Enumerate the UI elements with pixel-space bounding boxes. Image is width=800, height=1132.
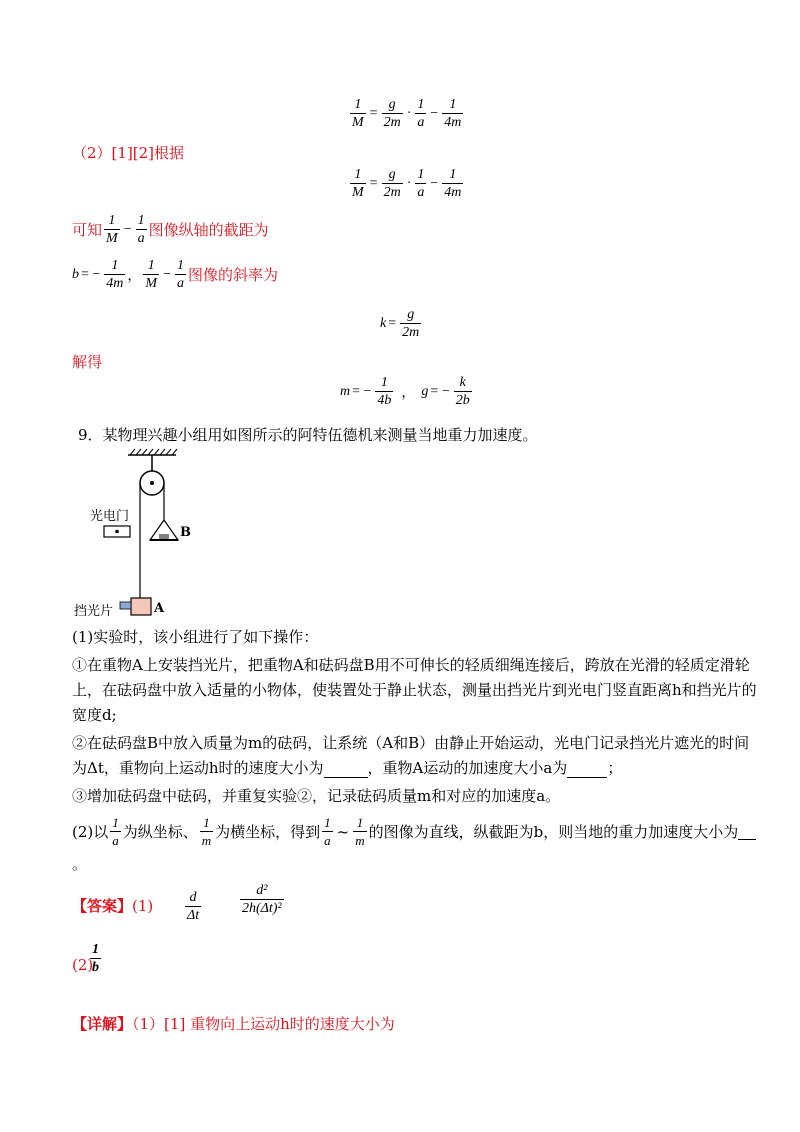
equals-minus: = −: [81, 266, 101, 282]
detail-row: [72, 1014, 395, 1034]
answer-velocity: [183, 889, 203, 924]
denominator: Δt: [187, 908, 200, 923]
numerator: 1: [417, 97, 425, 112]
step2-text-a: 为Δt，重物向上运动h时的速度大小为: [72, 759, 324, 777]
numerator: 1: [380, 375, 388, 390]
denominator: a: [324, 833, 331, 848]
q9-step1-line3: 宽度d;: [72, 706, 117, 724]
step2-text-b: ，重物A运动的加速度大小a为: [367, 759, 568, 777]
shutter-label: 挡光片: [74, 604, 114, 619]
equals-sign: =: [369, 175, 378, 191]
step2-text-c: ；: [607, 759, 623, 777]
numerator: 1: [324, 815, 331, 830]
pan-label-b: B: [180, 525, 191, 540]
denominator: 4m: [106, 276, 124, 291]
minus-sign: −: [430, 105, 439, 121]
weight-label-a: A: [154, 601, 165, 616]
weight-a: [131, 598, 151, 615]
numerator: 1: [354, 167, 362, 182]
equals-sign: =: [388, 315, 397, 331]
numerator: g: [407, 307, 415, 322]
denominator: M: [106, 231, 118, 246]
equation-second: [348, 166, 465, 201]
intercept-prefix: 可知: [72, 220, 103, 239]
denominator: M: [352, 185, 364, 200]
denominator: a: [137, 231, 145, 246]
answer-part1: (1): [132, 897, 154, 915]
numerator: 1: [108, 213, 116, 228]
ceiling-hatch: [130, 449, 177, 455]
q9-part2: [72, 814, 756, 849]
denominator: a: [177, 276, 184, 291]
q9-stem: 9．某物理兴趣小组用如图所示的阿特伍德机来测量当地重力加速度。: [78, 426, 538, 444]
equals-sign: =: [369, 105, 378, 121]
denominator: 2m: [402, 325, 420, 340]
denominator: 2m: [383, 185, 401, 200]
numerator: 1: [449, 167, 457, 182]
comma: ，: [401, 385, 416, 401]
slope-suffix: 图像的斜率为: [188, 265, 279, 284]
q9-step3: ③增加砝码盘中砝码，并重复实验②，记录砝码质量m和对应的加速度a。: [72, 787, 561, 805]
numerator: 1: [112, 815, 119, 830]
slope-line: [72, 257, 278, 292]
denominator: 2b: [455, 393, 470, 408]
shutter: [120, 602, 131, 609]
numerator: g: [388, 167, 396, 182]
variable-k: k: [380, 315, 387, 331]
intercept-suffix: 图像纵轴的截距为: [148, 220, 269, 239]
q9-step2-line2: [72, 758, 622, 778]
numerator: 1: [137, 213, 145, 228]
answer-acceleration: [238, 882, 286, 917]
variable-m: m: [340, 383, 351, 399]
part2-intro: （2）[1][2]根据: [72, 144, 185, 162]
q9-step1-line1: ①在重物A上安装挡光片，把重物A和砝码盘B用不可伸长的轻质细绳连接后，跨放在光滑的轻质定滑轮: [72, 656, 750, 674]
numerator: 1: [92, 942, 99, 957]
part2-text-b: 为纵坐标、: [122, 822, 198, 841]
denominator: m: [201, 833, 212, 848]
equation-solution: [340, 374, 474, 409]
answer-gravity: [88, 941, 103, 976]
answer-part2: (2): [72, 956, 94, 974]
numerator: 1: [111, 258, 119, 273]
numerator: 1: [147, 258, 155, 273]
part2-text-a: (2)以: [72, 822, 109, 841]
equation-top: [348, 96, 465, 131]
detail-label: 【详解】: [72, 1015, 133, 1033]
detail-text: （1）[1] 重物向上运动h时的速度大小为: [132, 1015, 395, 1033]
solve-label: 解得: [72, 353, 103, 371]
part2-text-d: 的图像为直线，纵截距为b，则当地的重力加速度大小为: [368, 822, 739, 841]
variable-b: b: [72, 266, 79, 282]
minus-sign: −: [430, 175, 439, 191]
q9-step1-line2: 上，在砝码盘中放入适量的小物体，使装置处于静止状态，测量出挡光片到光电门竖直距离h和挡光片的: [72, 681, 757, 699]
denominator: M: [145, 276, 158, 291]
denominator: b: [92, 960, 99, 975]
equation-k: [380, 306, 423, 341]
separator: ，: [127, 268, 142, 284]
atwood-machine-diagram: [80, 448, 220, 620]
numerator: k: [459, 375, 466, 390]
minus-sign: −: [123, 221, 132, 237]
tilde: ~: [336, 822, 350, 841]
numerator: 1: [449, 97, 457, 112]
denominator: 4b: [377, 393, 392, 408]
denominator: a: [112, 833, 119, 848]
numerator: d²: [256, 883, 268, 898]
answer-blank-velocity[interactable]: [324, 762, 368, 778]
denominator: 4m: [444, 185, 462, 200]
variable-g: g: [421, 383, 429, 399]
numerator: 1: [177, 258, 184, 273]
equals-minus: = −: [352, 383, 372, 399]
numerator: 1: [417, 167, 425, 182]
numerator: d: [189, 890, 197, 905]
denominator: a: [417, 115, 425, 130]
denominator: 4m: [444, 115, 462, 130]
denominator: a: [417, 185, 425, 200]
photogate-label: 光电门: [90, 509, 130, 524]
answer-blank-gravity[interactable]: [738, 824, 756, 840]
pulley-axle: [150, 481, 154, 485]
denominator: M: [352, 115, 364, 130]
answer-row: [72, 896, 153, 916]
numerator: 1: [203, 815, 210, 830]
numerator: 1: [354, 97, 362, 112]
denominator: m: [355, 833, 365, 848]
dot-operator: ·: [406, 175, 412, 191]
q9-part1-title: (1)实验时，该小组进行了如下操作：: [72, 628, 319, 646]
part2-text-c: 为横坐标，得到: [215, 822, 321, 841]
q9-step2-line1: ②在砝码盘B中放入质量为m的砝码，让系统（A和B）由静止开始运动，光电门记录挡光片遮光的时间: [72, 734, 750, 752]
equals-minus: = −: [430, 383, 450, 399]
answer-label: 【答案】: [72, 897, 133, 915]
minus-sign: −: [163, 266, 171, 282]
denominator: 2m: [383, 115, 401, 130]
intercept-line: [72, 212, 269, 247]
q9-part2-end: 。: [72, 855, 88, 873]
answer-blank-acceleration[interactable]: [567, 762, 607, 778]
numerator: 1: [356, 815, 364, 830]
numerator: g: [388, 97, 396, 112]
denominator: 2h(Δt)²: [242, 901, 282, 916]
dot-operator: ·: [406, 105, 412, 121]
